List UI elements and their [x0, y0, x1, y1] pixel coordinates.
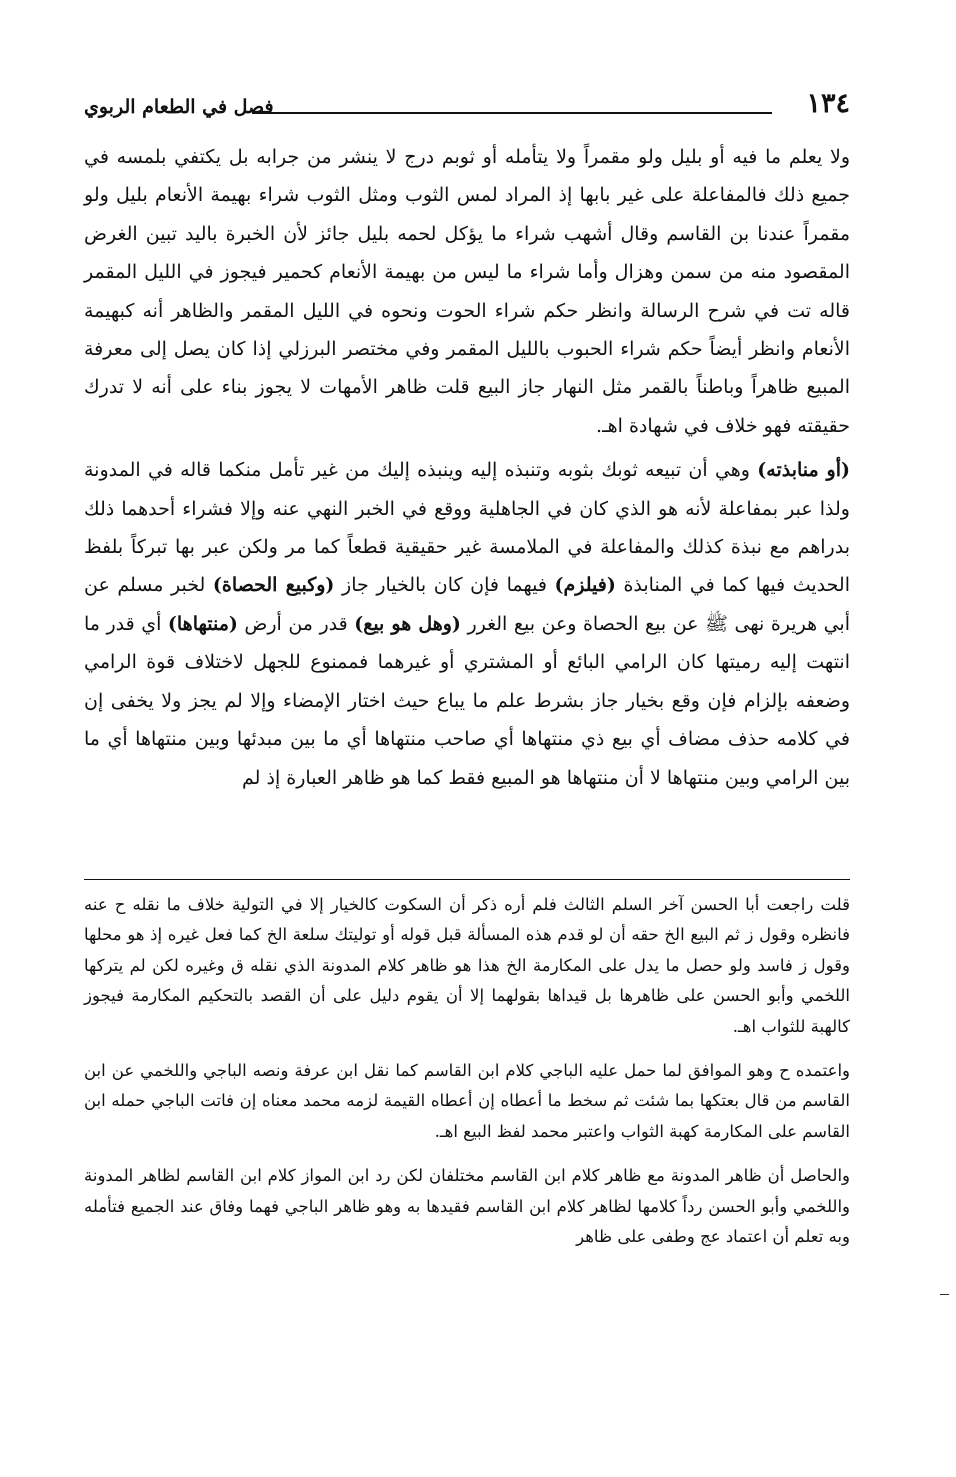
- page-header: [84, 88, 850, 124]
- main-paragraph-2: [84, 451, 850, 797]
- main-text-segment: قدر من أرض: [237, 612, 355, 635]
- margin-mark: [940, 1294, 949, 1295]
- footnote-separator: [84, 879, 850, 880]
- main-paragraph-1: ولا يعلم ما فيه أو بليل ولو مقمراً ولا يتأمله أو ثوبم درج لا ينشر من جرابه بل يكتفي بلمسه في جميع ذلك فالمفاعلة على غير بابها إذ المراد لمس الثوب ومثل الثوب شراء بهيمة الأنعام بليل ولو مقمراً عندنا بن القاسم وقال أشهب شراء ما يؤكل لحمه بليل جائز لأن الخبرة باليد تبين الغرض المقصود منه من سمن وهزال وأما شراء ما ليس من بهيمة الأنعام كحمير فيجوز في الليل المقمر قاله تت في شرح الرسالة وانظر حكم شراء الحوت ونحوه في الليل المقمر والظاهر أنه كبهيمة الأنعام وانظر أيضاً حكم شراء الحبوب بالليل المقمر وفي مختصر البرزلي إذا كان يصل إلى معرفة المبيع ظاهراً وباطناً بالقمر مثل النهار جاز البيع قلت ظاهر الأمهات لا يجوز بناء على أنه لا تدرك حقيقته فهو خلاف في شهادة اهـ.: [84, 146, 850, 437]
- bold-term: (منتهاها): [167, 612, 238, 635]
- header-rule: [252, 112, 772, 114]
- main-text-segment: أي قدر ما انتهت إليه رميتها كان الرامي البائع أو المشتري أو غيرهما فممنوع للجهل لاختلاف قوة الرامي وضعفه بإلزام فإن وقع بخيار جاز بشرط علم ما يباع حيث اختار الإمضاء وإلا لم يجز ولا يخفى إن في كلامه حذف مضاف أي بيع ذي منتهاها أي صاحب منتهاها أي ما بين مبدئها وبين منتهاها أي ما بين الرامي وبين منتهاها لا أن منتهاها هو المبيع فقط كما هو ظاهر العبارة إذ لم: [84, 612, 850, 789]
- footnote-paragraph-2: واعتمده ح وهو الموافق لما حمل عليه الباجي كلام ابن القاسم كما نقل ابن عرفة ونصه الباجي واللخمي عن ابن القاسم من قال بعتكها بما شئت ثم سخط ما أعطاه إن أعطاه القيمة لزمه محمد معناه إن فاتت الباجي حمله ابن القاسم على المكارمة كهبة الثواب واعتبر محمد لفظ البيع اهـ.: [84, 1061, 850, 1141]
- main-text-segment: فيهما فإن كان بالخيار جاز: [334, 574, 555, 597]
- main-text: [84, 138, 850, 797]
- bold-term: (وهل هو بيع): [354, 612, 461, 635]
- footnotes: [84, 890, 850, 1252]
- bold-term: (وكبيع الحصاة): [212, 574, 335, 597]
- page-number: ١٣٤: [806, 88, 850, 119]
- bold-term: (فيلزم): [554, 574, 616, 597]
- running-title: فصل في الطعام الربوي: [84, 96, 274, 118]
- footnote-paragraph-3: والحاصل أن ظاهر المدونة مع ظاهر كلام ابن القاسم مختلفان لكن رد ابن المواز كلام ابن القاسم لظاهر المدونة واللخمي وأبو الحسن رداً كلامها لظاهر كلام ابن القاسم فقيدها به وهو ظاهر الباجي فهما وفاق عند الجميع فتأمله وبه تعلم أن اعتماد عج وطفى على ظاهر: [84, 1166, 850, 1247]
- main-text-segment: لخبر مسلم عن أبي هريرة نهى ﷺ عن بيع الحصاة وعن بيع الغرر: [84, 574, 851, 635]
- footnote-paragraph-1: قلت راجعت أبا الحسن آخر السلم الثالث فلم أره ذكر أن السكوت كالخيار إلا في التولية خلاف ما نقله ح عنه فانظره وقول ز ثم البيع الخ حقه أن لو قدم هذه المسألة قبل قوله أو توليتك سلعة الخ كما فعل غيره إذ هو محلها وقول ز فاسد ولو حصل ما يدل على المكارمة الخ هذا هو ظاهر كلام المدونة الذي نقله ق وغيره لكن لم يتركها اللخمي وأبو الحسن على ظاهرها بل قيداها بقولهما إلا أن يقوم دليل على أن القصد بالتحكيم المكارمة فيجوز كالهبة للثواب اهـ.: [84, 895, 850, 1036]
- main-text-segment: وهي أن تبيعه ثوبك بثوبه وتنبذه إليه وينبذه إليك من غير تأمل منكما قاله في المدونة ولذا عبر بمفاعلة لأنه هو الذي كان في الجاهلية ووقع في الخبر النهي عنه وإلا فشراء أحدهما ذلك بدراهم مع نبذة كذلك والمفاعلة في الملامسة غير حقيقية قطعاً كما مر ولكن عبر بها تبركاً بلفظ الحديث فيها كما في المنابذة: [84, 459, 850, 597]
- bold-term: (أو منابذته): [757, 459, 850, 482]
